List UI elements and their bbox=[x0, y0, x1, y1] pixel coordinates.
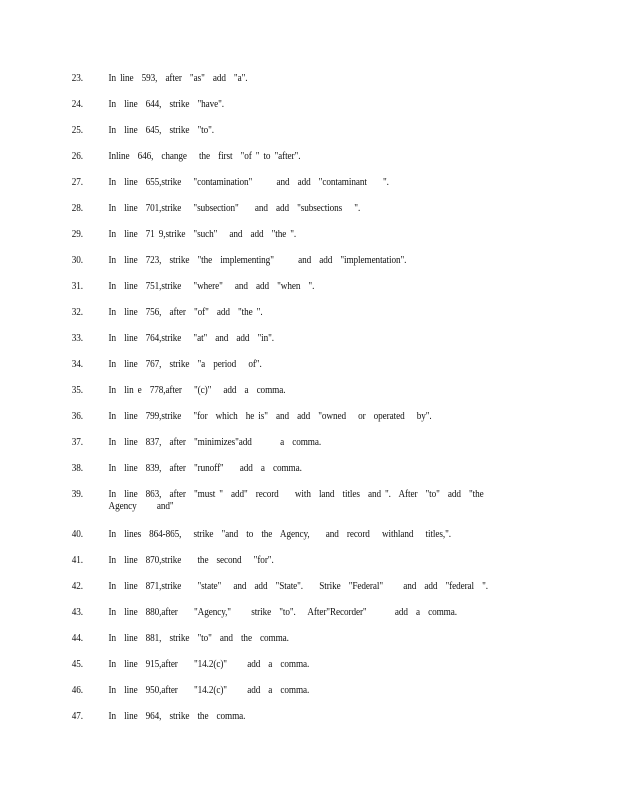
item-text: In line 655,strike "contamination" and add "contaminant ". bbox=[108, 177, 389, 188]
item-text: In line 644, strike "have". bbox=[108, 99, 225, 110]
item-text: In line 871,strike "state" and add "State". Strike "Federal" and add "federal ". bbox=[108, 581, 488, 592]
item-number: 40. bbox=[71, 529, 83, 540]
item-number: 36. bbox=[71, 411, 83, 422]
item-number: 45. bbox=[71, 659, 83, 670]
item-number: 30. bbox=[71, 255, 83, 266]
item-text: In line 915,after "14.2(c)" add a comma. bbox=[108, 659, 310, 670]
item-text: In line 723, strike "the implementing" and add "implementation". bbox=[108, 255, 407, 266]
item-number: 28. bbox=[71, 203, 83, 214]
item-number: 43. bbox=[71, 607, 83, 618]
item-number: 32. bbox=[71, 307, 83, 318]
item-text: In line 964, strike the comma. bbox=[108, 711, 246, 722]
item-text: In line 701,strike "subsection" and add "subsections ". bbox=[108, 203, 361, 214]
item-number: 25. bbox=[71, 125, 83, 136]
item-number: 31. bbox=[71, 281, 83, 292]
item-text: In line 799,strike "for which he is" and add "owned or operated by". bbox=[108, 411, 432, 422]
item-number: 39. bbox=[71, 489, 83, 500]
item-text: In line 837, after "minimizes"add a comma. bbox=[108, 437, 322, 448]
item-text: In line 756, after "of" add "the ". bbox=[108, 307, 263, 318]
item-number: 34. bbox=[71, 359, 83, 370]
item-text: In line 839, after "runoff" add a comma. bbox=[108, 463, 302, 474]
item-text: In line 950,after "14.2(c)" add a comma. bbox=[108, 685, 310, 696]
item-text: In line 71 9,strike "such" and add "the ". bbox=[108, 229, 297, 240]
item-number: 37. bbox=[71, 437, 83, 448]
item-text: In line 767, strike "a period of". bbox=[108, 359, 262, 370]
item-text: Inline 646, change the first "of " to "after". bbox=[108, 151, 301, 162]
item-number: 35. bbox=[71, 385, 83, 396]
item-text: In line 881, strike "to" and the comma. bbox=[108, 633, 289, 644]
item-number: 42. bbox=[71, 581, 83, 592]
item-text: In line 870,strike the second "for". bbox=[108, 555, 274, 566]
item-number: 44. bbox=[71, 633, 83, 644]
item-number: 33. bbox=[71, 333, 83, 344]
item-text: In line 880,after "Agency," strike "to". After"Recorder" add a comma. bbox=[108, 607, 457, 618]
item-number: 41. bbox=[71, 555, 83, 566]
item-text: In lines 864-865, strike "and to the Agency, and record withland titles,". bbox=[108, 529, 451, 540]
item-text: In line 645, strike "to". bbox=[108, 125, 214, 136]
item-text: In line 764,strike "at" and add "in". bbox=[108, 333, 275, 344]
item-number: 38. bbox=[71, 463, 83, 474]
item-text: In lin e 778,after "(c)" add a comma. bbox=[108, 385, 286, 396]
item-number: 46. bbox=[71, 685, 83, 696]
item-number: 24. bbox=[71, 99, 83, 110]
item-text: In line 751,strike "where" and add "when ". bbox=[108, 281, 315, 292]
item-number: 29. bbox=[71, 229, 83, 240]
item-number: 27. bbox=[71, 177, 83, 188]
item-number: 26. bbox=[71, 151, 83, 162]
item-text: In line 863, after "must " add" record with land titles and ". After "to" add "the Agency and" bbox=[108, 489, 492, 512]
item-number: 23. bbox=[71, 73, 83, 84]
item-number: 47. bbox=[71, 711, 83, 722]
item-text: In line 593, after "as" add "a". bbox=[108, 73, 248, 84]
